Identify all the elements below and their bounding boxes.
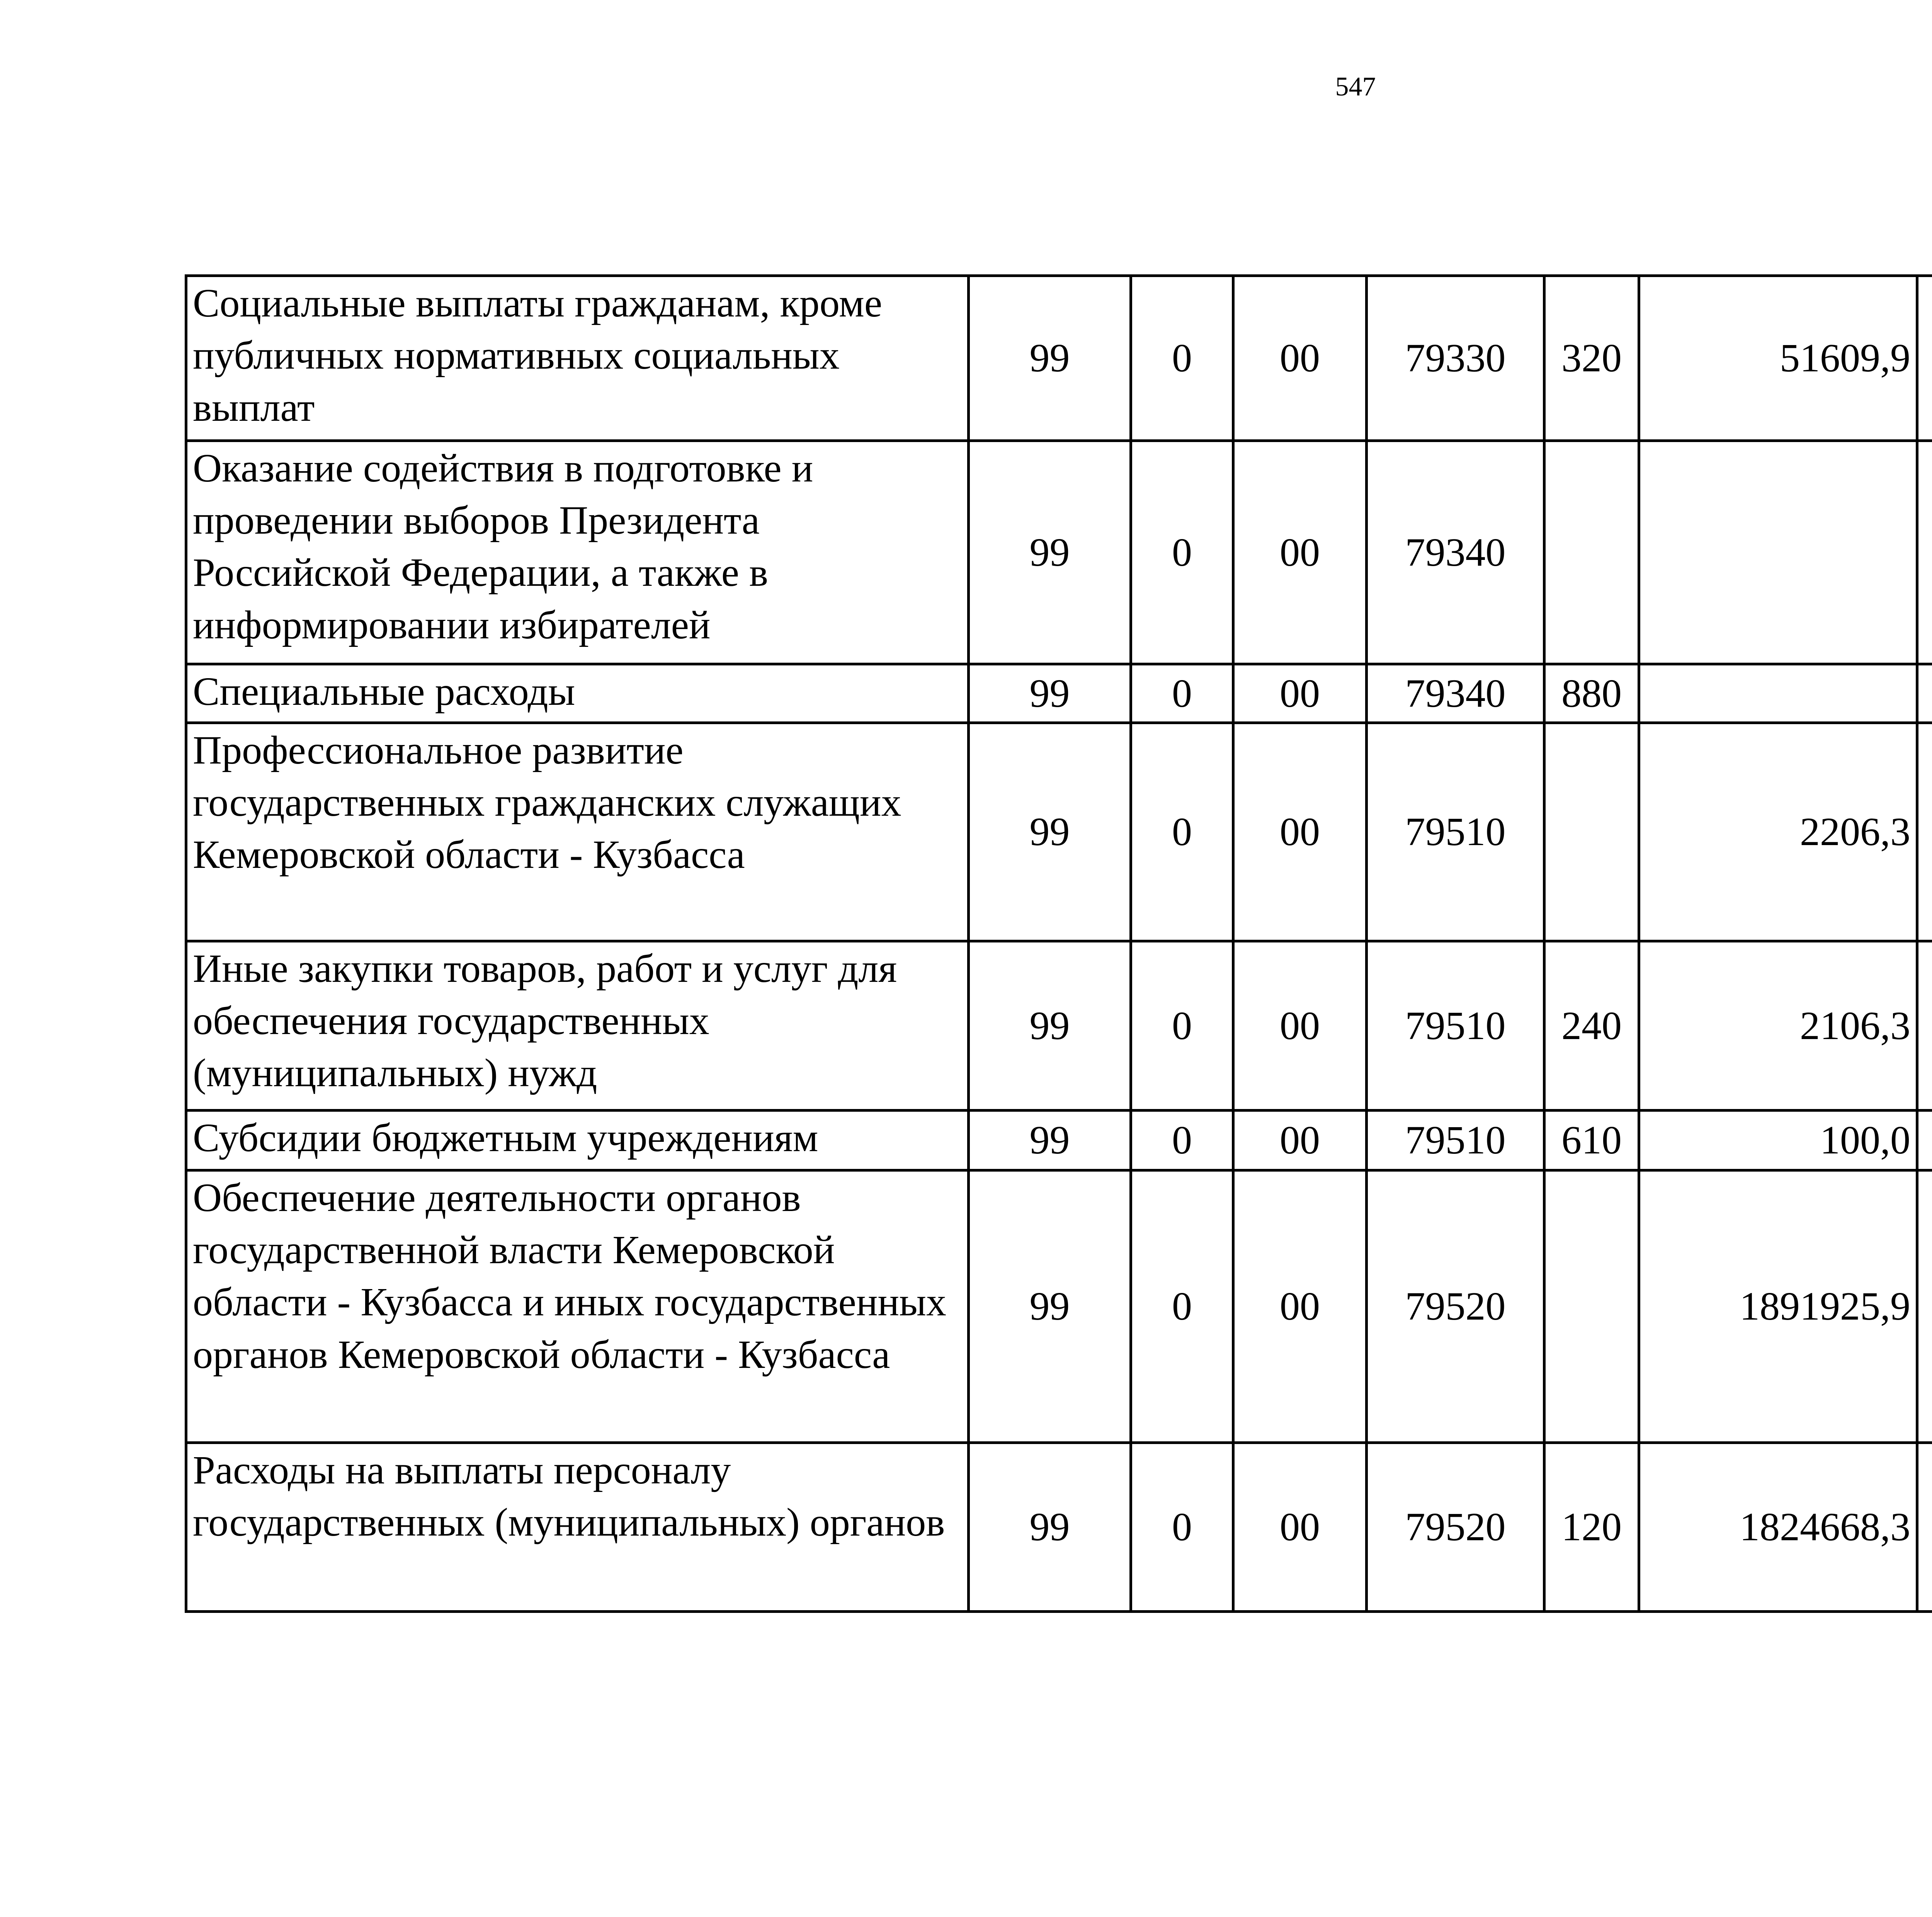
row-code-5 xyxy=(1544,441,1639,664)
row-amount-1: 100,0 xyxy=(1639,1111,1917,1170)
row-code-1: 99 xyxy=(969,276,1131,441)
row-code-4: 79330 xyxy=(1367,276,1544,441)
row-code-2: 0 xyxy=(1131,1443,1233,1612)
row-code-5: 120 xyxy=(1544,1443,1639,1612)
row-name: Субсидии бюджетным учреждениям xyxy=(186,1111,969,1170)
row-code-3: 00 xyxy=(1233,723,1367,941)
row-name: Оказание содействия в подготовке и проведении выборов Президента Российской Федерации, а также в информировании избирателей xyxy=(186,441,969,664)
row-code-4: 79340 xyxy=(1367,664,1544,723)
row-code-3: 00 xyxy=(1233,1111,1367,1170)
row-code-5: 320 xyxy=(1544,276,1639,441)
row-code-2: 0 xyxy=(1131,941,1233,1111)
row-code-3: 00 xyxy=(1233,441,1367,664)
row-amount-2 xyxy=(1917,941,1932,1111)
row-name: Специальные расходы xyxy=(186,664,969,723)
row-code-4: 79510 xyxy=(1367,723,1544,941)
row-code-2: 0 xyxy=(1131,723,1233,941)
page-number: 547 xyxy=(1335,72,1376,102)
row-code-4: 79340 xyxy=(1367,441,1544,664)
row-code-4: 79520 xyxy=(1367,1443,1544,1612)
row-code-2: 0 xyxy=(1131,441,1233,664)
row-code-1: 99 xyxy=(969,1170,1131,1443)
row-code-5: 880 xyxy=(1544,664,1639,723)
row-code-3: 00 xyxy=(1233,664,1367,723)
row-amount-2 xyxy=(1917,441,1932,664)
row-amount-1: 51609,9 xyxy=(1639,276,1917,441)
row-amount-1: 2206,3 xyxy=(1639,723,1917,941)
row-code-2: 0 xyxy=(1131,1111,1233,1170)
table-row xyxy=(186,1111,1932,1170)
row-amount-2 xyxy=(1917,1170,1932,1443)
row-code-4: 79510 xyxy=(1367,941,1544,1111)
row-amount-2 xyxy=(1917,723,1932,941)
table-row xyxy=(186,1443,1932,1612)
row-code-1: 99 xyxy=(969,1111,1131,1170)
table-row xyxy=(186,664,1932,723)
row-code-3: 00 xyxy=(1233,941,1367,1111)
row-amount-1: 1824668,3 xyxy=(1639,1443,1917,1612)
row-code-3: 00 xyxy=(1233,276,1367,441)
row-code-5 xyxy=(1544,723,1639,941)
row-name: Профессиональное развитие государственных гражданских служащих Кемеровской области - Кузбасса xyxy=(186,723,969,941)
row-name: Социальные выплаты гражданам, кроме публичных нормативных социальных выплат xyxy=(186,276,969,441)
row-code-2: 0 xyxy=(1131,664,1233,723)
row-code-1: 99 xyxy=(969,441,1131,664)
row-code-3: 00 xyxy=(1233,1170,1367,1443)
row-code-2: 0 xyxy=(1131,276,1233,441)
row-amount-1 xyxy=(1639,441,1917,664)
row-code-5 xyxy=(1544,1170,1639,1443)
table-row xyxy=(186,941,1932,1111)
row-code-4: 79510 xyxy=(1367,1111,1544,1170)
row-code-1: 99 xyxy=(969,941,1131,1111)
row-code-4: 79520 xyxy=(1367,1170,1544,1443)
row-code-1: 99 xyxy=(969,723,1131,941)
row-amount-2 xyxy=(1917,276,1932,441)
table-row xyxy=(186,723,1932,941)
row-code-5: 610 xyxy=(1544,1111,1639,1170)
table-row xyxy=(186,1170,1932,1443)
row-code-1: 99 xyxy=(969,1443,1131,1612)
row-name: Обеспечение деятельности органов государственной власти Кемеровской области - Кузбасса и иных государственных органов Кемеровской области - Кузбасса xyxy=(186,1170,969,1443)
row-code-1: 99 xyxy=(969,664,1131,723)
row-code-5: 240 xyxy=(1544,941,1639,1111)
row-name: Расходы на выплаты персоналу государственных (муниципальных) органов xyxy=(186,1443,969,1612)
row-amount-2 xyxy=(1917,1443,1932,1612)
row-amount-1: 2106,3 xyxy=(1639,941,1917,1111)
row-code-3: 00 xyxy=(1233,1443,1367,1612)
table-row xyxy=(186,441,1932,664)
row-amount-1 xyxy=(1639,664,1917,723)
row-amount-1: 1891925,9 xyxy=(1639,1170,1917,1443)
row-amount-2 xyxy=(1917,664,1932,723)
budget-table xyxy=(185,274,1932,1613)
row-amount-2 xyxy=(1917,1111,1932,1170)
row-code-2: 0 xyxy=(1131,1170,1233,1443)
row-name: Иные закупки товаров, работ и услуг для обеспечения государственных (муниципальных) нужд xyxy=(186,941,969,1111)
table-row xyxy=(186,276,1932,441)
